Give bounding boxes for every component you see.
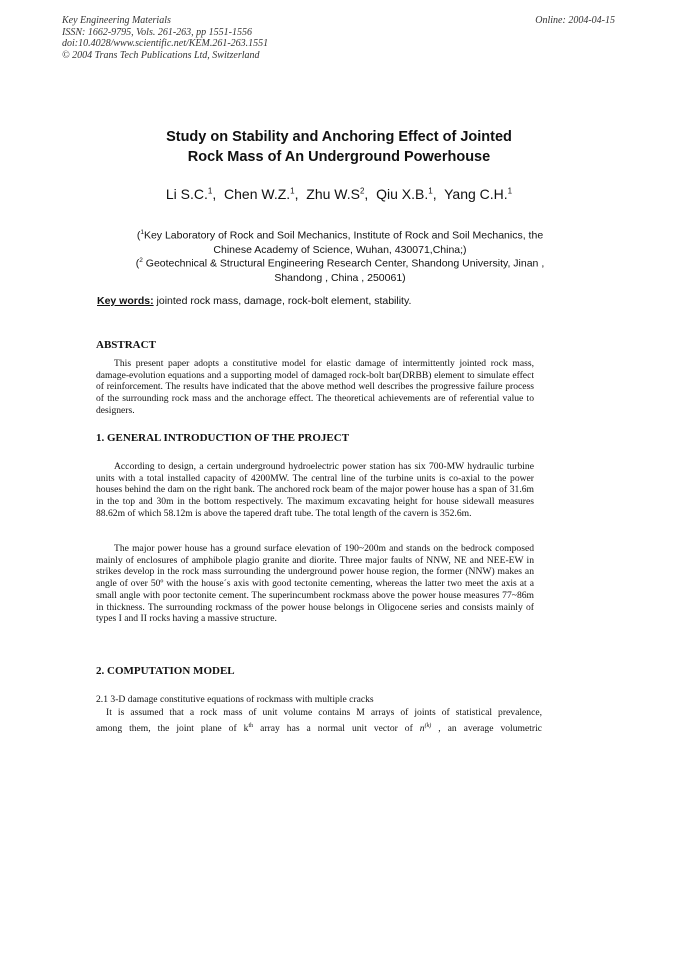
math-symbol-n: n <box>419 723 425 735</box>
author-name: Yang C.H. <box>444 186 508 202</box>
subsection-2-1-heading: 2.1 3-D damage constitutive equations of rockmass with multiple cracks <box>96 694 374 705</box>
affiliation-1-line-2: Chinese Academy of Science, Wuhan, 430071,China;) <box>213 243 467 256</box>
keywords-text: jointed rock mass, damage, rock-bolt element, stability. <box>153 295 412 307</box>
author-affiliation-mark: 2 <box>359 186 365 196</box>
text-fragment: among them, the joint plane of k <box>96 723 249 735</box>
online-date: Online: 2004-04-15 <box>535 15 615 26</box>
author-name: Chen W.Z. <box>224 186 291 202</box>
section-1-paragraph-1: According to design, a certain underground hydroelectric power station has six 700-MW hydraulic turbine units with a total installed capacity of 4200MW. The central line of the turbine units is co-axial to the power houses behind the dam on the right bank. The anchored rock beam of the major power house has a span of 31.6m in the top and 30m in the bottom respectively. The maximum excavating height for house sidewall measures 88.62m of which 58.12m is above the tapered draft tube. The total length of the cavern is 352.6m. <box>96 461 534 519</box>
affiliation-2 <box>60 254 620 285</box>
title-line-1: Study on Stability and Anchoring Effect of Jointed <box>166 129 512 145</box>
journal-name: Key Engineering Materials <box>62 15 171 26</box>
affiliation-text: Geotechnical & Structural Engineering Research Center, Shandong University, Jinan , <box>142 257 545 270</box>
affiliation-mark: 1 <box>140 229 144 236</box>
affiliation-mark: 2 <box>139 257 143 264</box>
body-text-line <box>96 720 542 735</box>
paper-title <box>0 127 678 167</box>
affiliation-open-paren: ( <box>135 257 140 270</box>
section-2-heading: 2. COMPUTATION MODEL <box>96 665 235 677</box>
text-fragment: array has a normal unit vector of <box>253 723 420 735</box>
author-name: Li S.C. <box>165 186 208 202</box>
section-1-heading: 1. GENERAL INTRODUCTION OF THE PROJECT <box>96 432 350 444</box>
author-affiliation-mark: 1 <box>290 186 295 196</box>
affiliation-open-paren: ( <box>136 229 141 242</box>
copyright-line: © 2004 Trans Tech Publications Ltd, Switzerland <box>62 49 260 61</box>
superscript: th <box>248 723 254 729</box>
title-line-2: Rock Mass of An Underground Powerhouse <box>187 149 491 165</box>
keywords <box>97 295 411 307</box>
section-1-paragraph-2: The major power house has a ground surface elevation of 190~200m and stands on the bedrock composed mainly of enclosures of amphibole plagio granite and diorite. Three major faults of NNW, NE and NEE-EW in strikes develop in the rock mass surrounding the underground power house region, the former (NNW) makes an angle of over 50º with the house´s axis with good tectonite cementing, whereas the latter two meet the axis at a small angle with poor tectonite cement. The superincumbent rockmass above the power house measures 77~86m in thickness. The surrounding rockmass of the power house belongs in Oligocene series and consists mainly of types I and II rocks having a massive structure. <box>96 543 534 625</box>
author-affiliation-mark: 1 <box>507 186 513 196</box>
issn-line: ISSN: 1662-9795, Vols. 261-263, pp 1551-1556 <box>62 26 252 38</box>
body-text-line: It is assumed that a rock mass of unit volume contains M arrays of joints of statistical prevalence, <box>106 707 542 718</box>
author-name: Zhu W.S <box>306 186 360 202</box>
affiliation-2-line-1 <box>60 254 620 271</box>
doi-line: doi:10.4028/www.scientific.net/KEM.261-263.1551 <box>62 38 269 49</box>
affiliation-2-line-2: Shandong , China , 250061) <box>274 271 406 284</box>
journal-header <box>62 15 268 61</box>
text-fragment: , an average volumetric <box>431 723 543 735</box>
author-name: Qiu X.B. <box>376 186 429 202</box>
keywords-label: Key words: <box>97 295 154 307</box>
affiliation-1-line-1 <box>60 226 620 243</box>
author-list: Li S.C.$^1$, Chen W.Z.$^1$, Zhu $W.S^2$, Qiu X.B.$^1$, Yang C.H.$^1$ <box>165 186 513 202</box>
affiliation-text: Key Laboratory of Rock and Soil Mechanics, Institute of Rock and Soil Mechanics, the <box>143 229 544 242</box>
author-affiliation-mark: 1 <box>207 186 213 196</box>
abstract-heading: ABSTRACT <box>96 339 156 351</box>
superscript: (k) <box>424 723 432 729</box>
author-affiliation-mark: 1 <box>428 186 433 196</box>
abstract-text: This present paper adopts a constitutive model for elastic damage of intermittently jointed rock mass, damage-evolution equations and a supporting model of damaged rock-bolt bar(DRBB) element to simulate effect of reinforcement. The results have indicated that the above method well describes the progressive failure process of the surrounding rock mass and the anchorage effect. The theoretical achievements are of referential value to designers. <box>96 358 534 416</box>
affiliation-1 <box>60 226 620 257</box>
